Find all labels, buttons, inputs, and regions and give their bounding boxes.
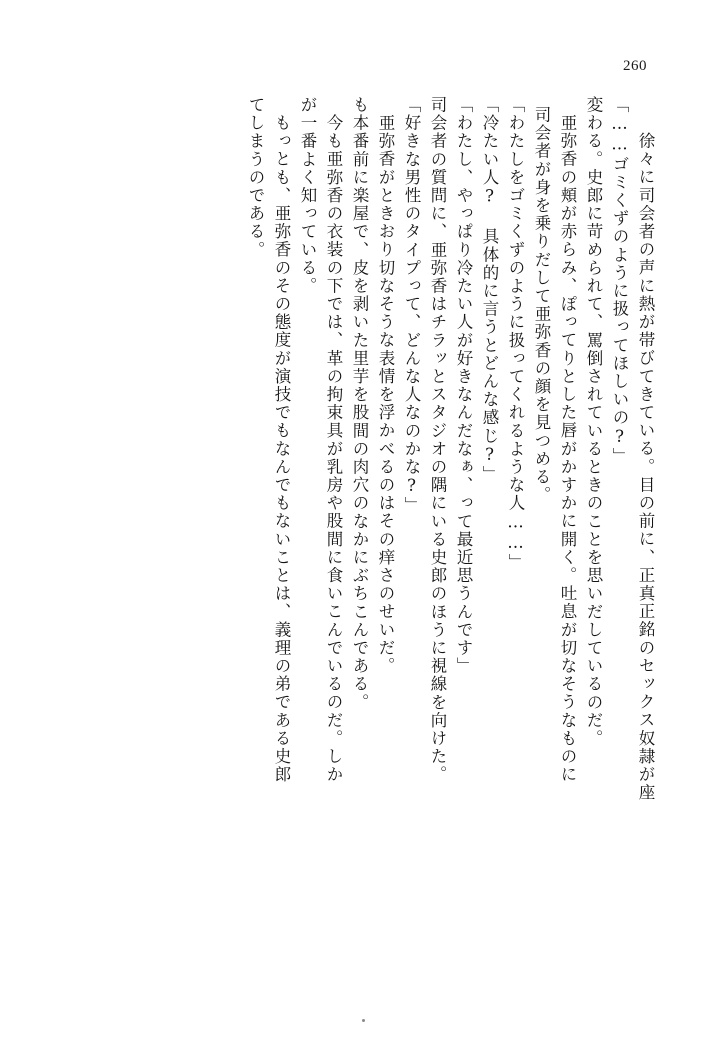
- page-mark-dot: [362, 1019, 365, 1022]
- text-column: が一番よく知っている。: [298, 96, 317, 296]
- text-column: も本番前に楽屋で、皮を剥いた里芋を股間の肉穴のなかにぶちこんである。: [350, 96, 369, 712]
- text-column: 亜弥香がときおり切なそうな表情を浮かべるのはその痒さのせいだ。: [376, 114, 395, 676]
- text-column: 「冷たい人? 具体的に言うとどんな感じ?」: [480, 96, 499, 484]
- text-column: 亜弥香の頬が赤らみ、ぽってりとした唇がかすかに開く。吐息が切なそうなものに: [558, 114, 577, 784]
- text-column: 「……ゴミくずのように扱ってほしいの?」: [610, 96, 629, 466]
- text-column: 徐々に司会者の声に熱が帯びてきている。目の前に、正真正銘のセックス奴隷が座: [636, 132, 655, 802]
- vertical-text-block: [78, 96, 653, 976]
- text-column: 「好きな男性のタイプって、どんな人なのかな?」: [402, 96, 421, 515]
- text-column: 「わたし、やっぱり冷たい人が好きなんだなぁ、って最近思うんです」: [454, 96, 473, 676]
- text-column: 今も亜弥香の衣装の下では、革の拘束具が乳房や股間に食いこんでいるのだ。しか: [324, 114, 343, 784]
- text-column: 変わる。史郎に苛められて、罵倒されているときのことを思いだしているのだ。: [584, 96, 603, 748]
- text-column: 司会者が身を乗りだして亜弥香の顔を見つめる。: [532, 106, 551, 505]
- text-column: 「わたしをゴミくずのように扱ってくれるような人……」: [506, 96, 525, 572]
- text-column: てしまうのである。: [246, 96, 265, 259]
- page-number: 260: [623, 58, 647, 74]
- text-column: もっとも、亜弥香のその態度が演技でもなんでもないことは、義理の弟である史郎: [272, 114, 291, 784]
- text-column: 司会者の質問に、亜弥香はチラッとスタジオの隅にいる史郎のほうに視線を向けた。: [428, 96, 447, 784]
